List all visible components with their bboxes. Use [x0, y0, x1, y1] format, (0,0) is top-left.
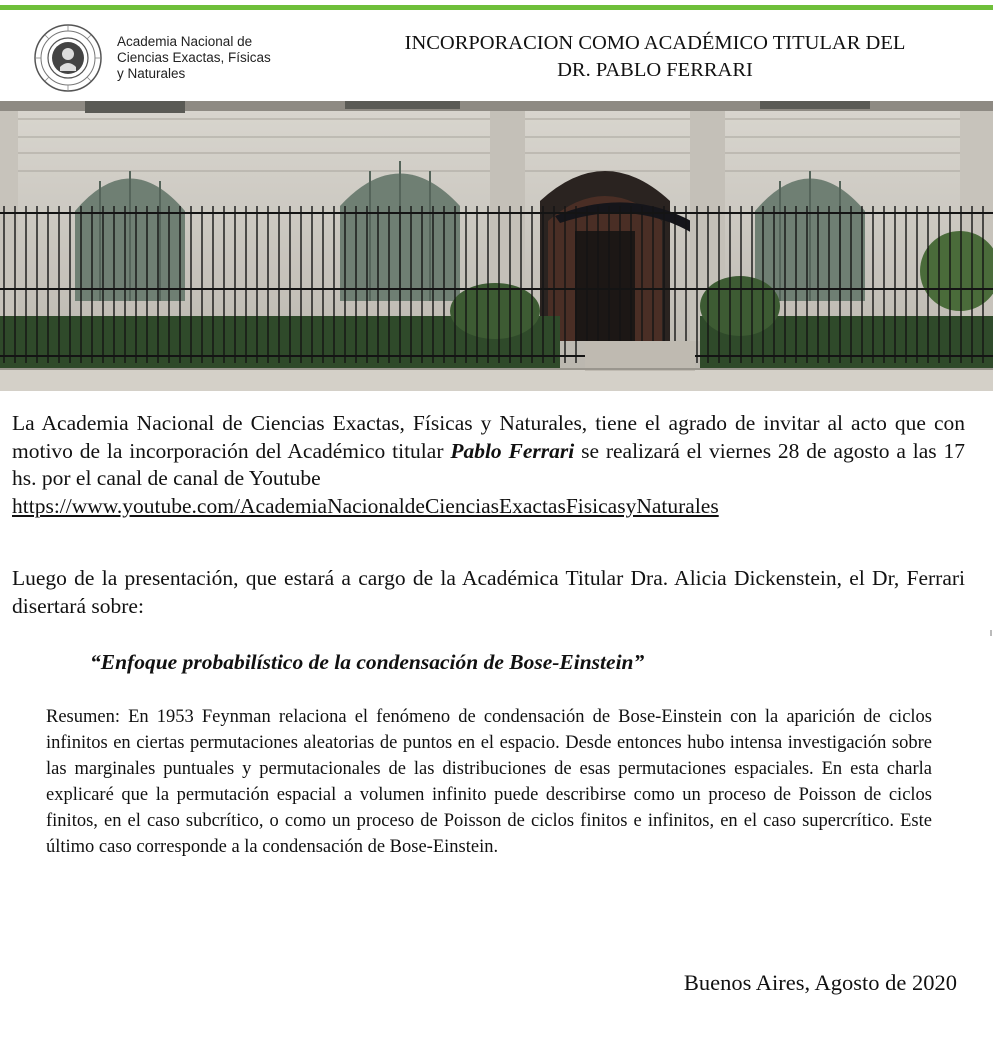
building-facade-drawing — [0, 101, 993, 391]
signoff-place-date: Buenos Aires, Agosto de 2020 — [683, 970, 957, 995]
invitation-text-a: La Academia Nacional de Ciencias Exactas, Físicas y Naturales, tiene el agrado de invitar al acto que con motivo de la incorporación del Académico titular — [12, 411, 965, 463]
academic-name: Pablo Ferrari — [450, 438, 575, 463]
abstract-paragraph: Resumen: En 1953 Feynman relaciona el fenómeno de condensación de Bose-Einstein con la aparición de ciclos infinitos en ciertas permutaciones aleatorias de puntos en el espacio. Desde entonces hubo intensa investigación sobre las marginales puntuales y permutacionales de las distribuciones de esas permutaciones espaciales. En esta charla explicaré que la permutación espacial a volumen infinito puede describirse como un proceso de Poisson de ciclos finitos, en el caso subcrítico, o como un proceso de Poisson de ciclos finitos e infinitos, en el caso supercrítico. Este último caso corresponde a la condensación de Bose-Einstein. — [46, 707, 932, 857]
title-line1: INCORPORACION COMO ACADÉMICO TITULAR DEL — [404, 32, 906, 54]
academy-name-line2: Ciencias Exactas, Físicas — [117, 50, 271, 65]
academy-seal-icon — [33, 23, 103, 93]
top-accent-bar — [0, 5, 993, 10]
academy-name-line1: Academia Nacional de — [117, 34, 253, 49]
academy-name — [117, 34, 271, 82]
academy-name-line3: y Naturales — [117, 66, 186, 81]
invitation-text-b: se realizará el viernes 28 de agosto a las 17 hs. por el canal de canal de Youtube — [12, 438, 965, 490]
invitation-paragraph — [12, 410, 965, 520]
academy-logo — [30, 22, 300, 92]
margin-mark — [990, 630, 992, 636]
document-title — [340, 30, 970, 84]
talk-title: “Enfoque probabilístico de la condensación de Bose-Einstein” — [90, 650, 645, 674]
title-line2: DR. PABLO FERRARI — [557, 59, 753, 81]
building-facade-image — [0, 101, 993, 391]
presentation-paragraph: Luego de la presentación, que estará a cargo de la Académica Titular Dra. Alicia Dickenstein, el Dr, Ferrari disertará sobre: — [12, 566, 965, 618]
youtube-channel-link[interactable]: https://www.youtube.com/AcademiaNacionaldeCienciasExactasFisicasyNaturales — [12, 493, 719, 518]
